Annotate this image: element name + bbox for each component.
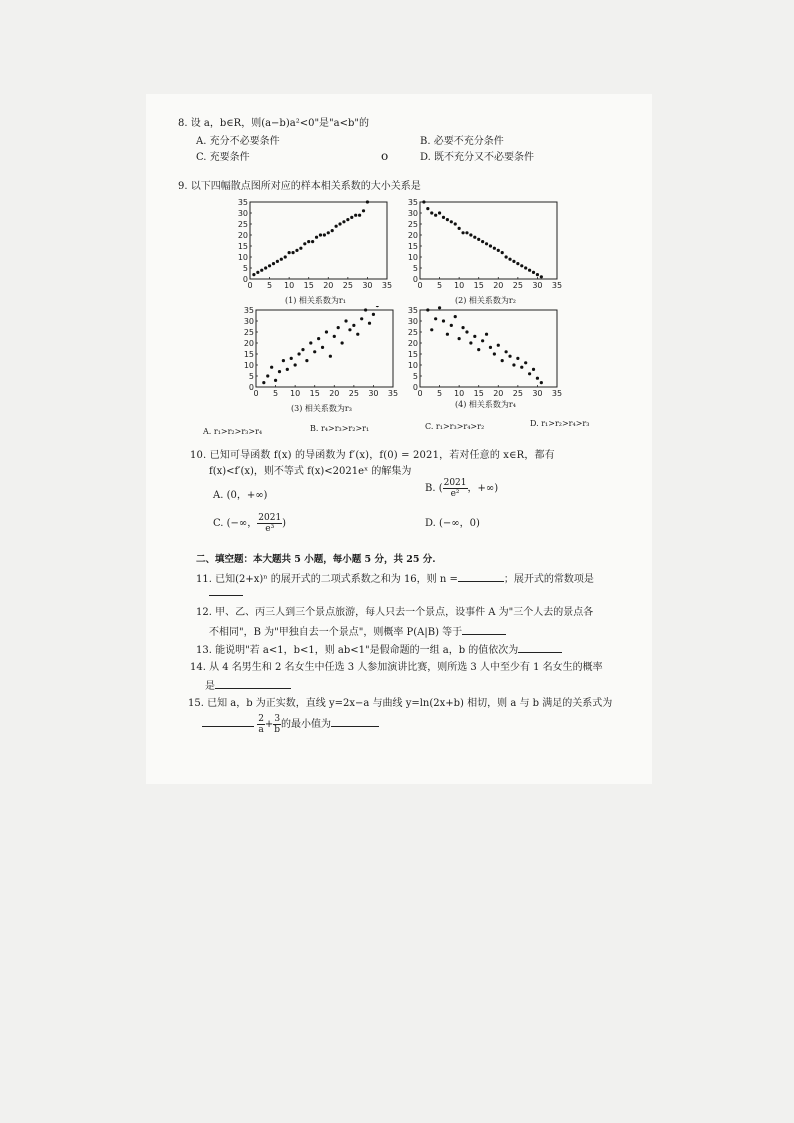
scatter-point	[299, 247, 302, 250]
scatter-point	[352, 324, 355, 327]
scatter-point	[512, 363, 515, 366]
scatter-point	[331, 229, 334, 232]
scatter-point	[438, 211, 441, 214]
scatter-point	[278, 370, 281, 373]
y-tick-label: 35	[407, 306, 418, 315]
scatter-point	[422, 200, 425, 203]
scatter-point	[434, 317, 437, 320]
scatter-point	[450, 324, 453, 327]
y-tick-label: 0	[412, 275, 418, 284]
scatter-point	[454, 222, 457, 225]
q11-answer-blank-2[interactable]	[209, 585, 243, 596]
scatter-point	[333, 335, 336, 338]
x-tick-label: 35	[551, 281, 563, 290]
scatter-point	[358, 214, 361, 217]
scatter-point	[524, 361, 527, 364]
x-tick-label: 25	[342, 281, 353, 290]
scatter-point	[508, 355, 511, 358]
x-tick-label: 10	[290, 389, 301, 398]
y-tick-label: 30	[237, 209, 248, 218]
scatter-point	[338, 222, 341, 225]
q12-line2: 不相同"，B 为"甲独自去一个景点"，则概率 P(A|B) 等于	[209, 627, 463, 638]
x-tick-label: 5	[267, 281, 273, 290]
scatter-point	[280, 258, 283, 261]
scatter-point	[458, 337, 461, 340]
scatter-point	[376, 306, 379, 307]
scatter-point	[493, 352, 496, 355]
q10-option-a: A. (0，+∞)	[213, 490, 268, 501]
q10-option-c	[213, 513, 286, 534]
x-tick-label: 20	[493, 281, 504, 290]
x-tick-label: 30	[362, 281, 373, 290]
x-tick-label: 10	[454, 281, 465, 290]
scatter-point	[446, 333, 449, 336]
scatter-point	[469, 233, 472, 236]
q10-option-d: D. (−∞，0)	[425, 518, 480, 529]
scatter-point	[505, 255, 508, 258]
scatter-plot-3-svg	[236, 306, 401, 401]
section2-heading: 二、填空题：本大题共 5 小题，每小题 5 分，共 25 分.	[196, 554, 436, 565]
x-tick-label: 30	[368, 389, 379, 398]
scatter-point	[354, 214, 357, 217]
scatter-plot-2	[400, 198, 565, 293]
scatter-point	[364, 308, 367, 311]
scatter-point	[497, 344, 500, 347]
scatter-point	[360, 317, 363, 320]
x-tick-label: 10	[284, 281, 295, 290]
y-tick-label: 25	[237, 220, 248, 229]
y-tick-label: 10	[407, 361, 418, 370]
x-tick-label: 15	[303, 281, 314, 290]
scatter-point	[286, 368, 289, 371]
scatter-plot-1	[230, 198, 395, 293]
scatter-point	[266, 374, 269, 377]
scatter-point	[508, 258, 511, 261]
q10-option-b-fraction	[443, 478, 468, 499]
x-tick-label: 30	[532, 281, 543, 290]
scatter-point	[319, 233, 322, 236]
y-tick-label: 15	[407, 350, 418, 359]
scatter-point	[536, 377, 539, 380]
scatter-plot-3-caption: (3) 相关系数为r₃	[291, 404, 352, 413]
scatter-point	[264, 266, 267, 269]
q15-answer-blank-1[interactable]	[202, 716, 254, 727]
scatter-point	[295, 249, 298, 252]
scatter-point	[426, 308, 429, 311]
x-tick-label: 5	[437, 389, 443, 398]
q9-option-b: B. r₄>r₃>r₂>r₁	[310, 424, 370, 433]
scatter-point	[268, 264, 271, 267]
x-tick-label: 20	[329, 389, 340, 398]
q15-fraction-2-denominator: b	[274, 725, 281, 735]
q14-line2: 是	[205, 681, 215, 692]
y-tick-label: 5	[248, 372, 254, 381]
scatter-point	[284, 255, 287, 258]
q10-option-c-fraction	[257, 513, 282, 534]
scatter-point	[366, 200, 369, 203]
x-tick-label: 20	[323, 281, 334, 290]
q10-option-c-numerator: 2021	[258, 513, 282, 523]
y-tick-label: 30	[407, 209, 418, 218]
q14-line2-wrap	[205, 678, 291, 693]
scatter-point	[290, 357, 293, 360]
y-tick-label: 30	[407, 317, 418, 326]
x-tick-label: 35	[551, 389, 563, 398]
scatter-point	[528, 269, 531, 272]
x-tick-label: 10	[454, 389, 465, 398]
scatter-point	[329, 355, 332, 358]
stray-mark-icon: ο	[381, 149, 389, 163]
scatter-point	[274, 379, 277, 382]
y-tick-label: 0	[248, 383, 254, 392]
scatter-point	[505, 350, 508, 353]
scatter-point	[442, 319, 445, 322]
scatter-point	[301, 348, 304, 351]
q15-answer-blank-2[interactable]	[331, 716, 379, 727]
scatter-point	[362, 209, 365, 212]
y-tick-label: 20	[407, 339, 418, 348]
scatter-point	[297, 352, 300, 355]
y-tick-label: 25	[243, 328, 254, 337]
scatter-point	[512, 260, 515, 263]
x-tick-label: 20	[493, 389, 504, 398]
scatter-point	[262, 381, 265, 384]
y-tick-label: 15	[407, 242, 418, 251]
scatter-point	[501, 251, 504, 254]
x-tick-label: 25	[348, 389, 359, 398]
scatter-point	[368, 322, 371, 325]
scatter-point	[442, 216, 445, 219]
plot-frame	[420, 310, 557, 387]
scatter-point	[458, 227, 461, 230]
scatter-point	[356, 333, 359, 336]
x-tick-label: 15	[473, 281, 484, 290]
scatter-point	[481, 339, 484, 342]
scatter-point	[489, 346, 492, 349]
y-tick-label: 35	[407, 198, 418, 207]
q10-option-c-prefix: C. (−∞，	[213, 518, 258, 529]
y-tick-label: 10	[237, 253, 248, 262]
scatter-point	[454, 315, 457, 318]
scatter-point	[260, 269, 263, 272]
y-tick-label: 20	[407, 231, 418, 240]
scatter-plot-4	[400, 306, 565, 401]
scatter-point	[315, 236, 318, 239]
scatter-point	[477, 348, 480, 351]
scatter-point	[311, 240, 314, 243]
q10-stem-line1: 10. 已知可导函数 f(x) 的导函数为 f′(x)，f(0) = 2021，若对任意的 x∈R，都有	[190, 450, 555, 461]
scatter-point	[469, 341, 472, 344]
scatter-point	[485, 242, 488, 245]
q11-answer-blank-1[interactable]	[458, 571, 504, 582]
scatter-point	[321, 346, 324, 349]
scatter-point	[540, 381, 543, 384]
scatter-point	[350, 216, 353, 219]
scatter-plot-2-caption: (2) 相关系数为r₂	[455, 296, 516, 305]
y-tick-label: 15	[237, 242, 248, 251]
scatter-point	[501, 359, 504, 362]
scatter-point	[252, 273, 255, 276]
y-tick-label: 0	[242, 275, 248, 284]
q11-line2	[209, 585, 243, 600]
q13-wrap	[196, 642, 562, 657]
scatter-point	[294, 363, 297, 366]
q13-answer-blank[interactable]	[518, 642, 562, 653]
x-tick-label: 25	[512, 389, 523, 398]
scatter-point	[473, 335, 476, 338]
q8-option-d: D. 既不充分又不必要条件	[420, 152, 535, 163]
scatter-point	[272, 262, 275, 265]
q11-line	[196, 571, 594, 586]
y-tick-label: 5	[412, 264, 418, 273]
scatter-point	[305, 359, 308, 362]
scatter-point	[520, 264, 523, 267]
y-tick-label: 5	[242, 264, 248, 273]
scatter-point	[256, 271, 259, 274]
scatter-point	[282, 359, 285, 362]
scatter-point	[434, 214, 437, 217]
scatter-point	[493, 247, 496, 250]
scatter-point	[346, 218, 349, 221]
scatter-point	[335, 225, 338, 228]
scatter-point	[291, 251, 294, 254]
q9-stem: 9. 以下四幅散点图所对应的样本相关系数的大小关系是	[178, 181, 421, 192]
scatter-point	[337, 326, 340, 329]
scatter-point	[438, 306, 441, 309]
y-tick-label: 25	[407, 328, 418, 337]
scatter-point	[481, 240, 484, 243]
scatter-point	[270, 366, 273, 369]
y-tick-label: 0	[412, 383, 418, 392]
q8-option-c: C. 充要条件	[196, 152, 250, 163]
q9-option-d: D. r₁>r₂>r₄>r₃	[530, 419, 590, 428]
scatter-point	[317, 337, 320, 340]
q10-stem-line2: f(x)<f′(x)，则不等式 f(x)<2021eˣ 的解集为	[209, 466, 412, 477]
q8-option-a: A. 充分不必要条件	[196, 136, 280, 147]
y-tick-label: 35	[243, 306, 254, 315]
q10-option-c-denominator: e³	[265, 524, 275, 534]
q10-option-b-suffix: ，+∞)	[467, 483, 499, 494]
x-tick-label: 35	[387, 389, 399, 398]
y-tick-label: 20	[237, 231, 248, 240]
scatter-point	[532, 368, 535, 371]
y-tick-label: 35	[237, 198, 248, 207]
y-tick-label: 15	[243, 350, 254, 359]
scatter-point	[532, 271, 535, 274]
scatter-plot-2-svg	[400, 198, 565, 293]
scatter-point	[461, 231, 464, 234]
q9-option-c: C. r₁>r₃>r₄>r₂	[425, 422, 485, 431]
scatter-point	[313, 350, 316, 353]
q12-answer-blank[interactable]	[462, 624, 506, 635]
y-tick-label: 10	[407, 253, 418, 262]
q10-option-c-suffix: )	[282, 518, 287, 529]
q10-option-b-prefix: B. (	[425, 483, 443, 494]
q10-option-b-denominator: e²	[450, 489, 460, 499]
q13-text: 13. 能说明"若 a<1，b<1，则 ab<1"是假命题的一组 a，b 的值依次为	[196, 645, 519, 656]
x-tick-label: 15	[473, 389, 484, 398]
scatter-point	[341, 341, 344, 344]
q15-line1: 15. 已知 a，b 为正实数，直线 y=2x−a 与曲线 y=ln(2x+b) 相切，则 a 与 b 满足的关系式为	[188, 698, 613, 709]
x-tick-label: 25	[512, 281, 523, 290]
scatter-point	[348, 328, 351, 331]
plot-frame	[256, 310, 393, 387]
q11-text-a: 11. 已知(2+x)ⁿ 的展开式的二项式系数之和为 16，则 n =	[196, 574, 458, 585]
x-tick-label: 5	[273, 389, 279, 398]
x-tick-label: 0	[247, 281, 253, 290]
x-tick-label: 30	[532, 389, 543, 398]
scatter-point	[465, 330, 468, 333]
x-tick-label: 15	[309, 389, 320, 398]
scatter-point	[516, 262, 519, 265]
x-tick-label: 0	[417, 389, 423, 398]
x-tick-label: 5	[437, 281, 443, 290]
q10-option-b-numerator: 2021	[443, 478, 467, 488]
scatter-point	[520, 366, 523, 369]
scatter-plot-1-svg	[230, 198, 395, 293]
scatter-plot-1-caption: (1) 相关系数为r₁	[285, 296, 346, 305]
scatter-point	[450, 220, 453, 223]
scatter-point	[536, 273, 539, 276]
q15-fraction-2	[273, 714, 281, 735]
q15-plus: +	[264, 719, 274, 730]
q12-line2-wrap	[209, 624, 506, 639]
scatter-point	[477, 238, 480, 241]
x-tick-label: 0	[417, 281, 423, 290]
q15-fraction-2-numerator: 3	[274, 714, 281, 724]
q8-option-b: B. 必要不充分条件	[420, 136, 504, 147]
y-tick-label: 5	[412, 372, 418, 381]
scatter-point	[516, 357, 519, 360]
scatter-point	[426, 207, 429, 210]
q14-answer-blank[interactable]	[215, 678, 291, 689]
scatter-point	[473, 236, 476, 239]
scatter-plot-4-svg	[400, 306, 565, 401]
scatter-plot-3	[236, 306, 401, 401]
scatter-point	[430, 211, 433, 214]
scatter-point	[540, 275, 543, 278]
scatter-point	[528, 372, 531, 375]
scatter-point	[309, 341, 312, 344]
scatter-point	[497, 249, 500, 252]
scatter-point	[327, 231, 330, 234]
x-tick-label: 35	[381, 281, 393, 290]
scatter-point	[485, 333, 488, 336]
q15-fraction-1-numerator: 2	[258, 714, 264, 724]
scatter-point	[307, 240, 310, 243]
scatter-point	[524, 266, 527, 269]
scatter-point	[344, 319, 347, 322]
q15-tail: 的最小值为	[281, 719, 332, 730]
y-tick-label: 30	[243, 317, 254, 326]
q15-fraction-1-denominator: a	[258, 725, 264, 735]
x-tick-label: 0	[253, 389, 259, 398]
q12-line1: 12. 甲、乙、丙三人到三个景点旅游，每人只去一个景点，设事件 A 为"三个人去的景点各	[196, 607, 594, 618]
y-tick-label: 10	[243, 361, 254, 370]
scatter-point	[342, 220, 345, 223]
q14-line1: 14. 从 4 名男生和 2 名女生中任选 3 人参加演讲比赛，则所选 3 人中至少有 1 名女生的概率	[190, 662, 603, 673]
y-tick-label: 25	[407, 220, 418, 229]
scatter-plot-4-caption: (4) 相关系数为r₄	[455, 400, 516, 409]
scatter-point	[303, 242, 306, 245]
scatter-point	[276, 260, 279, 263]
q9-option-a: A. r₁>r₂>r₃>r₄	[203, 427, 263, 436]
plot-frame	[250, 202, 387, 279]
scatter-point	[372, 313, 375, 316]
scatter-point	[465, 231, 468, 234]
q11-text-b: ；展开式的常数项是	[503, 574, 594, 585]
scatter-point	[430, 328, 433, 331]
q10-option-b	[425, 478, 498, 499]
scatter-point	[323, 233, 326, 236]
scatter-point	[489, 244, 492, 247]
q8-stem: 8. 设 a，b∈R，则(a−b)a²<0"是"a<b"的	[178, 118, 369, 129]
scatter-point	[446, 218, 449, 221]
scatter-point	[461, 326, 464, 329]
q15-fraction-1	[257, 714, 265, 735]
scatter-point	[288, 251, 291, 254]
q15-line2-wrap	[202, 714, 379, 735]
scatter-point	[325, 330, 328, 333]
y-tick-label: 20	[243, 339, 254, 348]
